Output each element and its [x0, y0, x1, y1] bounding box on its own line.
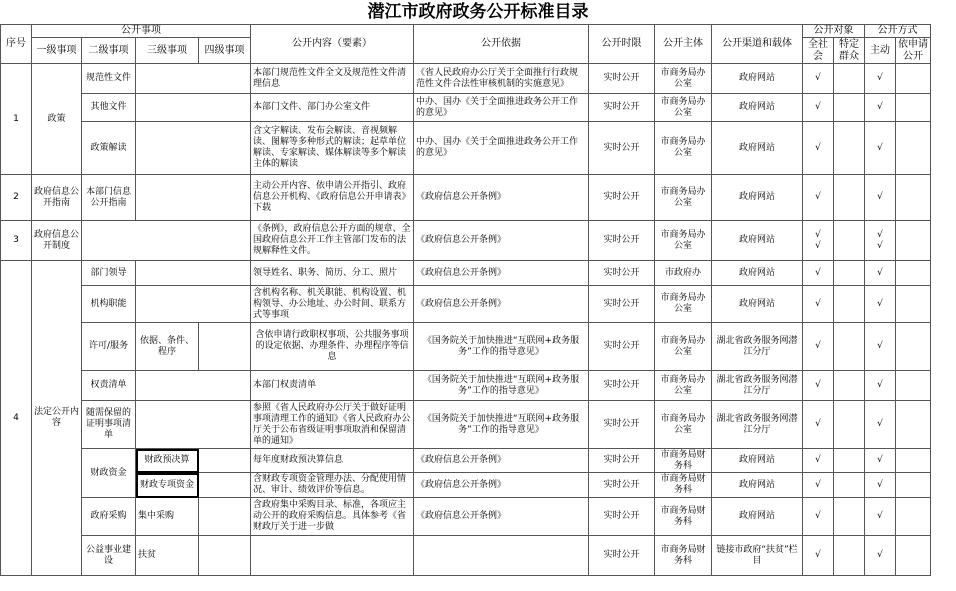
table-row	[1, 536, 931, 576]
table-row	[1, 175, 931, 221]
content-cell	[251, 536, 414, 576]
header-l4: 四级事项	[199, 38, 251, 64]
l3-cell: 依据、条件、程序	[136, 323, 199, 371]
subject-cell: 市商务局办公室	[655, 401, 712, 449]
content-cell: 《条例》，政府信息公开方面的规章、全国政府信息公开工作主管部门发布的法规解释性文件。	[251, 221, 414, 261]
time-cell: 实时公开	[589, 286, 655, 323]
time-cell: 实时公开	[589, 122, 655, 175]
empty-cell	[834, 286, 865, 323]
time-cell: 实时公开	[589, 449, 655, 473]
table-row	[1, 64, 931, 94]
l3-cell: 财政预决算	[136, 449, 199, 473]
check-mark: √	[865, 261, 896, 286]
check-mark: √	[865, 473, 896, 498]
header-time: 公开时限	[589, 25, 655, 64]
content-cell: 含政府集中采购目录、标准，各项应主动公开的政府采购信息。具体参考《省财政厅关于进一步做	[251, 498, 414, 536]
check-mark: √	[865, 449, 896, 473]
table-row	[1, 473, 931, 498]
l2-cell: 本部门信息公开指南	[82, 175, 136, 221]
check-mark: √	[815, 229, 821, 240]
channel-cell: 湖北省政务服务网潜江分厅	[712, 371, 803, 401]
header-l3: 三级事项	[136, 38, 199, 64]
subject-cell: 市商务局财务科	[655, 449, 712, 473]
empty-cell	[834, 449, 865, 473]
empty-cell	[896, 473, 931, 498]
basis-cell: 《国务院关于加快推进“互联网+政务服务”工作的指导意见》	[414, 323, 589, 371]
check-mark: √	[803, 449, 834, 473]
table-row	[1, 261, 931, 286]
table-row	[1, 323, 931, 371]
channel-cell: 政府网站	[712, 498, 803, 536]
l3-cell	[136, 401, 251, 449]
l4-cell	[199, 498, 251, 536]
basis-cell: 《政府信息公开条例》	[414, 221, 589, 261]
time-cell: 实时公开	[589, 401, 655, 449]
l1-cell: 法定公开内容	[32, 261, 82, 576]
l3-cell: 集中采购	[136, 498, 199, 536]
empty-cell	[896, 498, 931, 536]
subject-cell: 市政府办	[655, 261, 712, 286]
check-mark: √	[803, 371, 834, 401]
empty-cell	[896, 323, 931, 371]
check-mark: √	[803, 323, 834, 371]
check-mark: √	[865, 94, 896, 122]
header-seq: 序号	[1, 25, 32, 64]
l4-cell	[199, 449, 251, 473]
basis-cell: 中办、国办《关于全面推进政务公开工作的意见》	[414, 122, 589, 175]
table-row	[1, 122, 931, 175]
time-cell: 实时公开	[589, 498, 655, 536]
l4-cell	[199, 323, 251, 371]
table-row	[1, 371, 931, 401]
check-mark: √	[865, 536, 896, 576]
content-cell: 含机构名称、机关职能、机构设置、机构领导、办公地址、办公时间、联系方式等事项	[251, 286, 414, 323]
l3-cell: 扶贫	[136, 536, 199, 576]
empty-cell	[896, 536, 931, 576]
content-cell: 领导姓名、职务、简历、分工、照片	[251, 261, 414, 286]
l1-cell: 政策	[32, 64, 82, 175]
table-row	[1, 94, 931, 122]
empty-cell	[834, 122, 865, 175]
check-mark: √	[865, 323, 896, 371]
time-cell: 实时公开	[589, 94, 655, 122]
empty-cell	[834, 175, 865, 221]
empty-cell	[834, 371, 865, 401]
basis-cell: 《政府信息公开条例》	[414, 175, 589, 221]
channel-cell: 链接市政府“扶贫”栏目	[712, 536, 803, 576]
empty-cell	[896, 122, 931, 175]
check-mark: √	[865, 401, 896, 449]
l2-cell: 公益事业建设	[82, 536, 136, 576]
channel-cell: 政府网站	[712, 175, 803, 221]
check-mark: √	[815, 240, 821, 251]
empty-cell	[834, 94, 865, 122]
header-basis: 公开依据	[414, 25, 589, 64]
time-cell: 实时公开	[589, 323, 655, 371]
channel-cell: 政府网站	[712, 286, 803, 323]
l2-cell: 规范性文件	[82, 64, 136, 94]
empty-cell	[896, 94, 931, 122]
l2-cell: 机构职能	[82, 286, 136, 323]
subject-cell: 市商务局财务科	[655, 498, 712, 536]
table-row	[1, 401, 931, 449]
content-cell: 参照《省人民政府办公厅关于做好证明事项清理工作的通知》《省人民政府办公厅关于公布省级证明事项取消和保留清单的通知》	[251, 401, 414, 449]
table-row	[1, 286, 931, 323]
empty-cell	[896, 371, 931, 401]
header-items-group: 公开事项	[32, 25, 251, 38]
check-mark: √	[803, 94, 834, 122]
empty-cell	[834, 498, 865, 536]
subject-cell: 市商务局办公室	[655, 371, 712, 401]
check-mark	[803, 221, 834, 261]
header-l2: 二级事项	[82, 38, 136, 64]
basis-cell: 《国务院关于加快推进“互联网+政务服务”工作的指导意见》	[414, 371, 589, 401]
content-cell: 含财政专项资金管理办法、分配使用情况、审计、绩效评价等信息。	[251, 473, 414, 498]
empty-cell	[896, 175, 931, 221]
empty-cell	[896, 449, 931, 473]
header-all: 全社会	[803, 38, 834, 64]
channel-cell: 政府网站	[712, 122, 803, 175]
content-cell: 含依申请行政职权事项、公共服务事项的设定依据、办理条件、办理程序等信息	[251, 323, 414, 371]
basis-cell: 《政府信息公开条例》	[414, 449, 589, 473]
empty-cell	[896, 261, 931, 286]
l3-cell	[136, 94, 251, 122]
header-content: 公开内容（要素）	[251, 25, 414, 64]
l2-cell: 随需保留的证明事项清单	[82, 401, 136, 449]
basis-cell: 《国务院关于加快推进“互联网+政务服务”工作的指导意见》	[414, 401, 589, 449]
check-mark: √	[865, 122, 896, 175]
l3-cell	[136, 64, 251, 94]
check-mark: √	[865, 286, 896, 323]
empty-cell	[834, 221, 865, 261]
check-mark: √	[803, 64, 834, 94]
basis-cell: 《政府信息公开条例》	[414, 498, 589, 536]
time-cell: 实时公开	[589, 175, 655, 221]
time-cell: 实时公开	[589, 64, 655, 94]
header-request: 依申请公开	[896, 38, 931, 64]
l2-cell: 权责清单	[82, 371, 136, 401]
empty-cell	[896, 64, 931, 94]
table-row	[1, 449, 931, 473]
l3-cell: 财政专项资金	[136, 473, 199, 498]
check-mark: √	[877, 229, 883, 240]
content-cell: 主动公开内容、依申请公开指引、政府信息公开机构、《政府信息公开申请表》下载	[251, 175, 414, 221]
time-cell: 实时公开	[589, 261, 655, 286]
l3-cell	[136, 261, 251, 286]
header-subject: 公开主体	[655, 25, 712, 64]
channel-cell: 政府网站	[712, 261, 803, 286]
channel-cell: 政府网站	[712, 473, 803, 498]
content-cell: 本部门权责清单	[251, 371, 414, 401]
channel-cell: 政府网站	[712, 449, 803, 473]
check-mark: √	[803, 286, 834, 323]
l2-cell: 许可/服务	[82, 323, 136, 371]
check-mark: √	[803, 261, 834, 286]
content-cell: 本部门文件、部门办公室文件	[251, 94, 414, 122]
basis-cell: 《政府信息公开条例》	[414, 286, 589, 323]
subject-cell: 市商务局财务科	[655, 536, 712, 576]
l2-cell: 财政资金	[82, 449, 136, 498]
subject-cell: 市商务局办公室	[655, 286, 712, 323]
time-cell: 实时公开	[589, 371, 655, 401]
subject-cell: 市商务局办公室	[655, 122, 712, 175]
content-cell: 每年度财政预决算信息	[251, 449, 414, 473]
subject-cell: 市商务局办公室	[655, 175, 712, 221]
seq-cell: 4	[1, 261, 32, 576]
l2-cell	[82, 221, 251, 261]
seq-cell: 2	[1, 175, 32, 221]
basis-cell: 《政府信息公开条例》	[414, 261, 589, 286]
empty-cell	[896, 401, 931, 449]
channel-cell: 政府网站	[712, 64, 803, 94]
empty-cell	[834, 401, 865, 449]
subject-cell: 市商务局财务科	[655, 473, 712, 498]
content-cell: 本部门规范性文件全文及规范性文件清理信息	[251, 64, 414, 94]
l2-cell: 部门领导	[82, 261, 136, 286]
page-title: 潜江市政府政务公开标准目录	[367, 2, 589, 22]
l2-cell: 政策解读	[82, 122, 136, 175]
l4-cell	[199, 473, 251, 498]
basis-cell: 《省人民政府办公厅关于全面推行行政规范性文件合法性审核机制的实施意见》	[414, 64, 589, 94]
subject-cell: 市商务局办公室	[655, 323, 712, 371]
check-mark: √	[803, 473, 834, 498]
empty-cell	[834, 323, 865, 371]
check-mark: √	[803, 122, 834, 175]
subject-cell: 市商务局办公室	[655, 221, 712, 261]
check-mark: √	[877, 240, 883, 251]
header-active: 主动	[865, 38, 896, 64]
l2-cell: 其他文件	[82, 94, 136, 122]
check-mark: √	[803, 175, 834, 221]
header-l1: 一级事项	[32, 38, 82, 64]
empty-cell	[896, 221, 931, 261]
catalog-table	[0, 24, 931, 576]
time-cell: 实时公开	[589, 473, 655, 498]
empty-cell	[834, 64, 865, 94]
basis-cell: 《政府信息公开条例》	[414, 473, 589, 498]
time-cell: 实时公开	[589, 536, 655, 576]
l3-cell	[136, 286, 251, 323]
header-target-group: 公开对象	[803, 25, 865, 38]
l4-cell	[199, 536, 251, 576]
channel-cell: 湖北省政务服务网潜江分厅	[712, 323, 803, 371]
check-mark: √	[803, 498, 834, 536]
basis-cell: 中办、国办《关于全面推进政务公开工作的意见》	[414, 94, 589, 122]
empty-cell	[834, 473, 865, 498]
seq-cell: 3	[1, 221, 32, 261]
channel-cell: 政府网站	[712, 221, 803, 261]
seq-cell: 1	[1, 64, 32, 175]
l3-cell	[136, 371, 251, 401]
l3-cell	[136, 175, 251, 221]
table-row	[1, 221, 931, 261]
check-mark: √	[865, 64, 896, 94]
l1-cell: 政府信息公开制度	[32, 221, 82, 261]
table-row	[1, 498, 931, 536]
header-specific: 特定群众	[834, 38, 865, 64]
subject-cell: 市商务局办公室	[655, 94, 712, 122]
basis-cell	[414, 536, 589, 576]
empty-cell	[834, 261, 865, 286]
check-mark: √	[865, 498, 896, 536]
content-cell: 含文字解读、发布会解读、音视频解读、图解等多种形式的解读；起草单位解读、专家解读、媒体解读等多个解读主体的解读	[251, 122, 414, 175]
empty-cell	[834, 536, 865, 576]
check-mark	[865, 221, 896, 261]
header-method-group: 公开方式	[865, 25, 931, 38]
empty-cell	[896, 286, 931, 323]
l2-cell: 政府采购	[82, 498, 136, 536]
channel-cell: 政府网站	[712, 94, 803, 122]
l1-cell: 政府信息公开指南	[32, 175, 82, 221]
channel-cell: 湖北省政务服务网潜江分厅	[712, 401, 803, 449]
l3-cell	[136, 122, 251, 175]
subject-cell: 市商务局办公室	[655, 64, 712, 94]
header-channel: 公开渠道和载体	[712, 25, 803, 64]
time-cell: 实时公开	[589, 221, 655, 261]
check-mark: √	[803, 401, 834, 449]
check-mark: √	[865, 371, 896, 401]
check-mark: √	[803, 536, 834, 576]
check-mark: √	[865, 175, 896, 221]
